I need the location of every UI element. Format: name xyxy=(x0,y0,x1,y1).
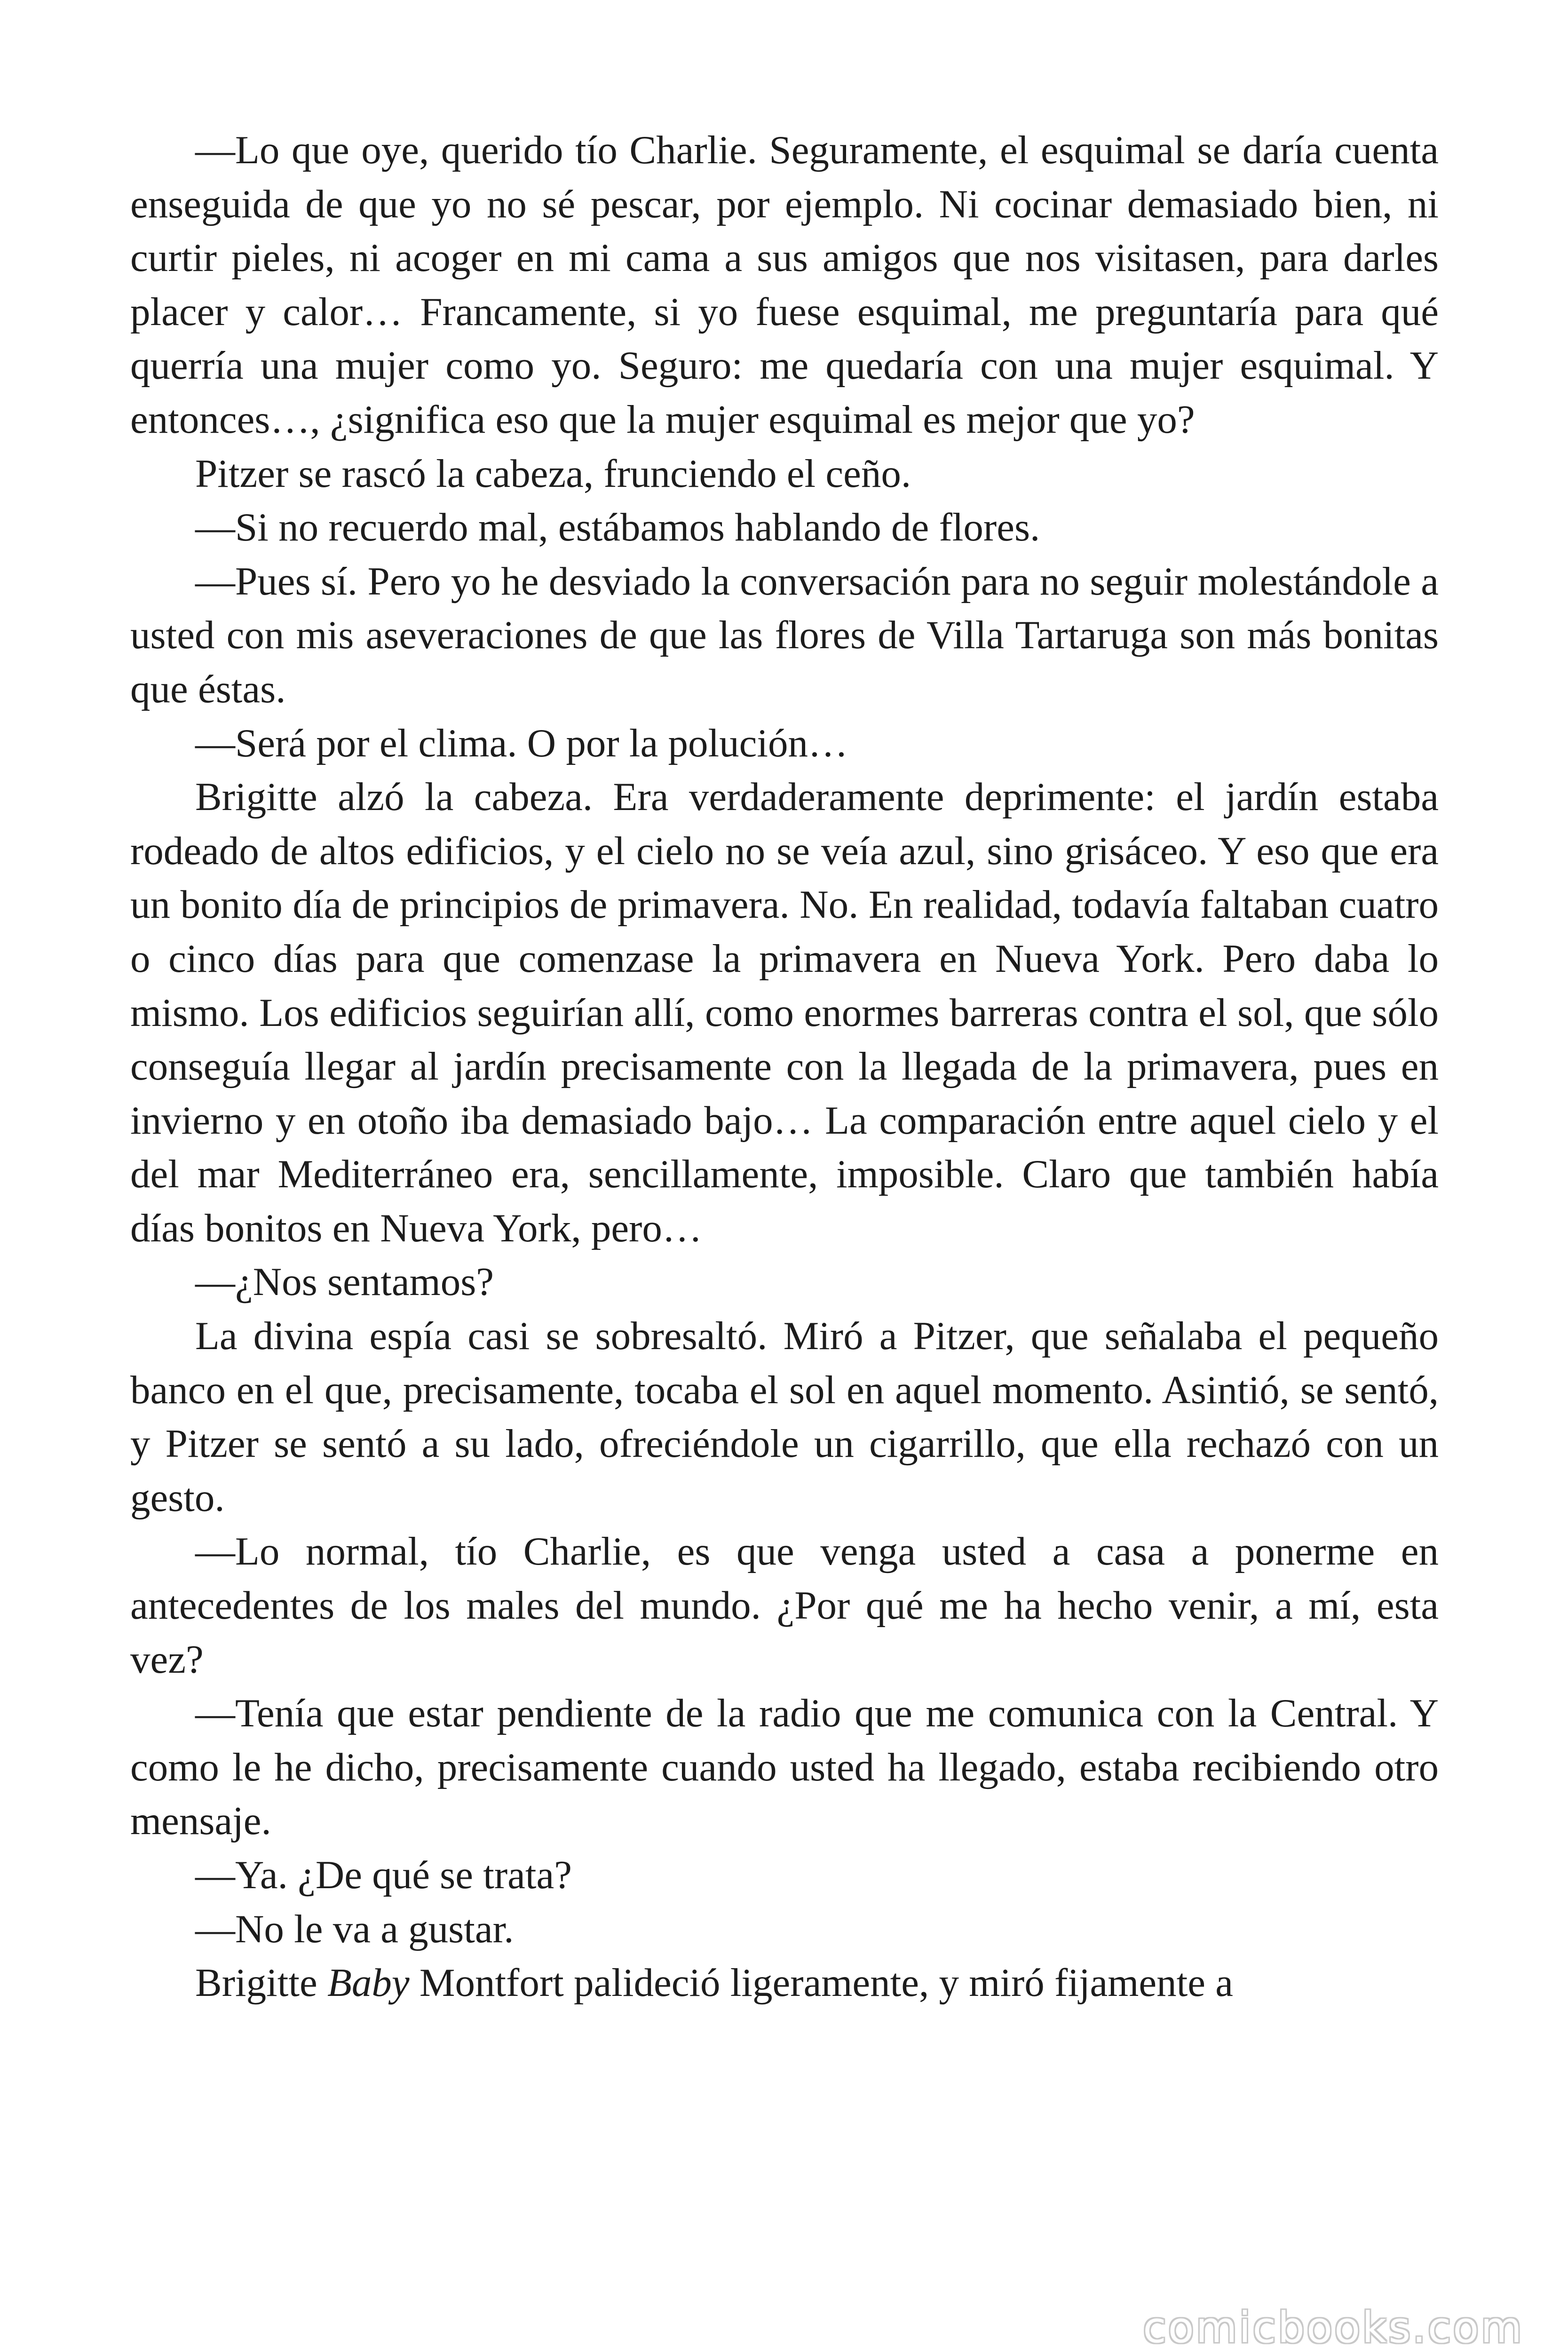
paragraph: —Lo normal, tío Charlie, es que venga usted a casa a ponerme en antecedentes de los males del mundo. ¿Por qué me ha hecho venir, a mí, esta vez? xyxy=(130,1529,1439,1682)
paragraph: —Lo que oye, querido tío Charlie. Seguramente, el esquimal se daría cuenta enseguida de que yo no sé pescar, por ejemplo. Ni cocinar demasiado bien, ni curtir pieles, ni acoger en mi cama a sus amigos que nos visitasen, para darles placer y calor… Francamente, si yo fuese esquimal, me preguntaría para qué querría una mujer como yo. Seguro: me quedaría con una mujer esquimal. Y entonces…, ¿significa eso que la mujer esquimal es mejor que yo? xyxy=(130,128,1439,442)
paragraph: —¿Nos sentamos? xyxy=(195,1260,494,1304)
paragraph: —Tenía que estar pendiente de la radio que me comunica con la Central. Y como le he dicho, precisamente cuando usted ha llegado, estaba recibiendo otro mensaje. xyxy=(130,1691,1439,1843)
paragraph: La divina espía casi se sobresaltó. Miró a Pitzer, que señalaba el pequeño banco en el que, precisamente, tocaba el sol en aquel momento. Asintió, se sentó, y Pitzer se sentó a su lado, ofreciéndole un cigarrillo, que ella rechazó con un gesto. xyxy=(130,1314,1439,1520)
paragraph: Pitzer se rascó la cabeza, frunciendo el ceño. xyxy=(195,451,911,496)
paragraph: —No le va a gustar. xyxy=(195,1907,514,1951)
final-paragraph-end: Montfort palideció ligeramente, y miró fijamente a xyxy=(409,1961,1233,2005)
paragraph: —Si no recuerdo mal, estábamos hablando de flores. xyxy=(195,505,1040,550)
nickname-italic: Baby xyxy=(327,1961,410,2005)
final-paragraph xyxy=(130,1956,1439,2010)
paragraph: —Ya. ¿De qué se trata? xyxy=(195,1853,572,1897)
paragraph: Brigitte alzó la cabeza. Era verdaderamente deprimente: el jardín estaba rodeado de altos edificios, y el cielo no se veía azul, sino grisáceo. Y eso que era un bonito día de principios de primavera. No. En realidad, todavía faltaban cuatro o cinco días para que comenzase la primavera en Nueva York. Pero daba lo mismo. Los edificios seguirían allí, como enormes barreras contra el sol, que sólo conseguía llegar al jardín precisamente con la llegada de la primavera, pues en invierno y en otoño iba demasiado bajo… La comparación entre aquel cielo y el del mar Mediterráneo era, sencillamente, imposible. Claro que también había días bonitos en Nueva York, pero… xyxy=(130,775,1439,1250)
paragraph: —Será por el clima. O por la polución… xyxy=(195,721,848,765)
watermark-logo: comicbooks.com xyxy=(1143,2303,1524,2352)
final-paragraph-start: Brigitte xyxy=(195,1961,327,2005)
paragraph: —Pues sí. Pero yo he desviado la conversación para no seguir molestándole a usted con mis aseveraciones de que las flores de Villa Tartaruga son más bonitas que éstas. xyxy=(130,559,1439,711)
body-text xyxy=(130,123,1439,2010)
